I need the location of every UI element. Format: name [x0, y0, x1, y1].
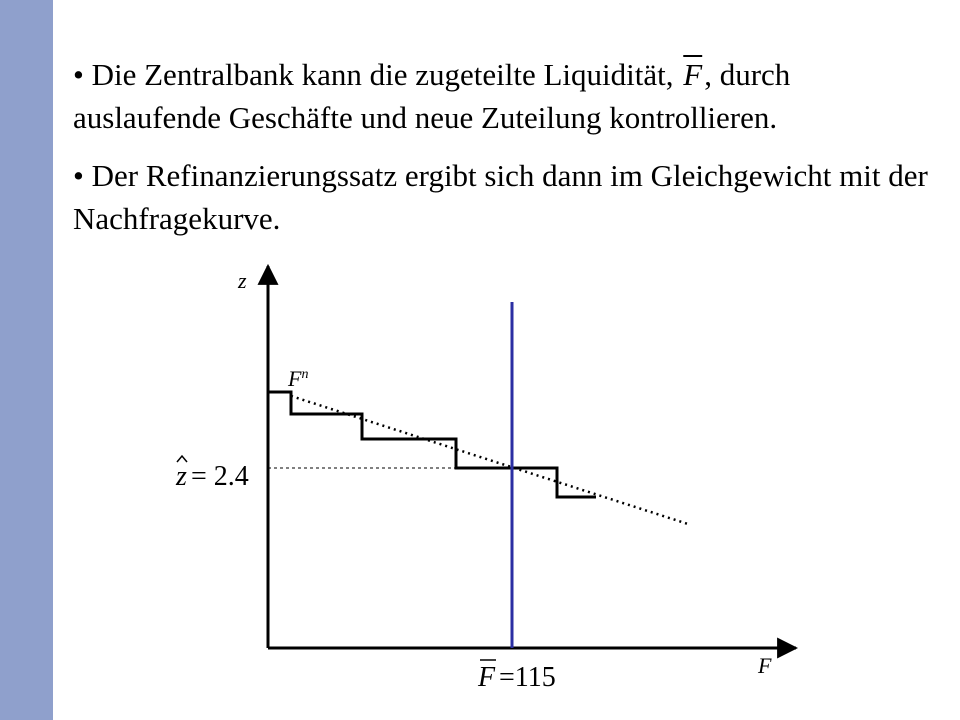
- f-bar-label: [477, 660, 556, 693]
- bullet-2-text: Der Refinanzierungssatz ergibt sich dann im Gleichgewicht mit der Nachfragekurve.: [73, 158, 928, 236]
- demand-curve-label-base: F: [288, 366, 302, 391]
- bullet-dot: •: [73, 57, 84, 92]
- step-demand-curve: [268, 392, 596, 497]
- bullet-1-text-part1: Die Zentralbank kann die zugeteilte Liquidität,: [91, 57, 674, 92]
- bullet-dot: •: [73, 158, 84, 193]
- f-bar-label-symbol: F: [478, 662, 496, 693]
- demand-curve-label-sup: n: [301, 367, 309, 382]
- y-axis-label: z: [238, 268, 247, 293]
- f-bar-value: =115: [499, 662, 556, 693]
- x-axis-label: F: [758, 653, 772, 678]
- demand-curve-label: [287, 366, 308, 391]
- bullet-1-text-part2: , durch auslaufende Geschäfte und neue Zuteilung kontrollieren.: [73, 57, 791, 135]
- f-bar-symbol: $\overline{F}$: [683, 57, 703, 92]
- z-hat-label: [175, 456, 249, 492]
- z-hat-value: = 2.4: [191, 461, 249, 492]
- z-hat-symbol: z: [176, 461, 187, 492]
